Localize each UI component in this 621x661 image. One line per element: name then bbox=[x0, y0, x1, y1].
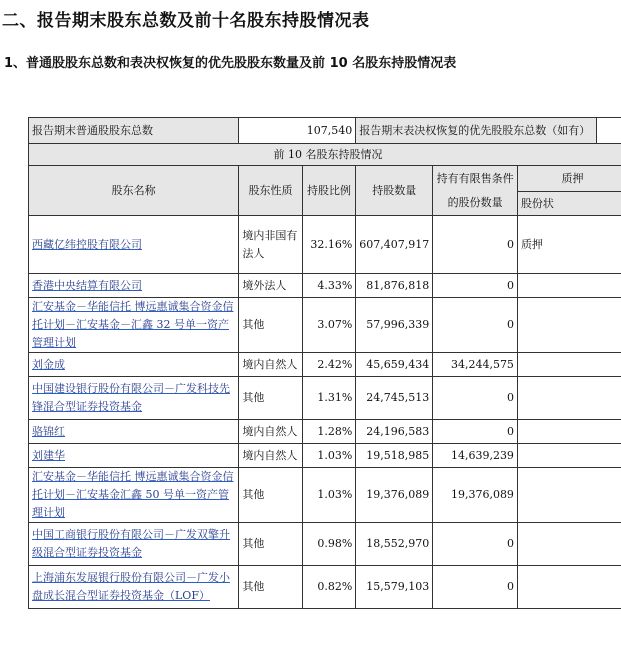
shareholder-name bbox=[29, 216, 239, 274]
shareholder-pledge-status bbox=[517, 523, 621, 566]
shareholder-table-container bbox=[28, 117, 621, 609]
shareholder-restricted bbox=[433, 216, 518, 274]
shareholder-nature bbox=[239, 353, 302, 377]
table-row bbox=[29, 298, 621, 353]
shareholder-ratio-text: 2.42% bbox=[317, 357, 353, 371]
shareholder-name-text: 汇安基金－华能信托 博远惠诚集合资金信托计划－汇安基金－汇鑫 32 号单一资产管理计划 bbox=[32, 300, 234, 349]
shareholder-ratio-text: 0.98% bbox=[317, 537, 353, 550]
preferred-holders-label: 报告期末表决权恢复的优先股股东总数（如有） bbox=[356, 118, 596, 144]
shareholder-name-text: 中国工商银行股份有限公司－广发双擎升级混合型证券投资基金 bbox=[32, 528, 230, 559]
shareholder-restricted-text: 0 bbox=[506, 537, 514, 550]
shareholder-ratio bbox=[302, 468, 355, 523]
shareholder-name-text: 刘建华 bbox=[32, 448, 65, 462]
shareholder-qty-text: 24,196,583 bbox=[366, 424, 430, 438]
shareholder-nature bbox=[239, 298, 302, 353]
shareholder-nature bbox=[239, 468, 302, 523]
table-row bbox=[29, 216, 621, 274]
preferred-holders-value bbox=[596, 118, 621, 144]
header-qty: 持股数量 bbox=[356, 166, 433, 216]
shareholder-name bbox=[29, 468, 239, 523]
shareholder-nature-text: 境内非国有法人 bbox=[242, 228, 298, 260]
shareholder-qty-text: 81,876,818 bbox=[366, 278, 430, 292]
shareholder-ratio bbox=[302, 377, 355, 420]
shareholder-ratio-text: 3.07% bbox=[317, 318, 353, 331]
shareholder-qty-text: 19,518,985 bbox=[366, 448, 430, 462]
shareholder-name-text: 西藏亿纬控股有限公司 bbox=[32, 237, 142, 251]
shareholder-restricted bbox=[433, 420, 518, 444]
shareholder-restricted bbox=[433, 353, 518, 377]
shareholder-name-text: 上海浦东发展银行股份有限公司－广发小盘成长混合型证券投资基金（LOF） bbox=[32, 571, 230, 602]
header-name: 股东名称 bbox=[29, 166, 239, 216]
shareholder-qty-text: 57,996,339 bbox=[366, 318, 430, 331]
shareholder-ratio-text: 1.28% bbox=[317, 424, 353, 438]
shareholder-qty bbox=[356, 298, 433, 353]
shareholder-pledge-status bbox=[517, 353, 621, 377]
shareholder-ratio-text: 4.33% bbox=[317, 278, 353, 292]
shareholder-qty bbox=[356, 468, 433, 523]
shareholder-nature-text: 其他 bbox=[242, 318, 265, 331]
shareholder-restricted-text: 0 bbox=[506, 237, 514, 251]
shareholder-nature bbox=[239, 420, 302, 444]
shareholder-restricted-text: 34,244,575 bbox=[450, 357, 514, 371]
shareholder-name bbox=[29, 298, 239, 353]
shareholder-qty-text: 19,376,089 bbox=[366, 488, 430, 501]
shareholder-table bbox=[28, 117, 621, 609]
shareholder-restricted bbox=[433, 377, 518, 420]
shareholder-restricted bbox=[433, 566, 518, 609]
shareholder-qty-text: 15,579,103 bbox=[366, 580, 430, 593]
table-row bbox=[29, 274, 621, 298]
header-pledge-status: 股份状 bbox=[517, 192, 621, 216]
shareholder-pledge-status-text: 质押 bbox=[520, 237, 543, 251]
shareholder-ratio bbox=[302, 216, 355, 274]
shareholder-nature bbox=[239, 216, 302, 274]
shareholder-ratio-text: 1.03% bbox=[317, 448, 353, 462]
shareholder-nature-text: 其他 bbox=[242, 537, 265, 550]
shareholder-name bbox=[29, 444, 239, 468]
shareholder-name bbox=[29, 353, 239, 377]
common-holders-label: 报告期末普通股股东总数 bbox=[29, 118, 239, 144]
shareholder-ratio bbox=[302, 274, 355, 298]
shareholder-restricted bbox=[433, 468, 518, 523]
shareholder-restricted-text: 0 bbox=[506, 424, 514, 438]
shareholder-qty-text: 607,407,917 bbox=[359, 237, 430, 251]
header-pledge: 质押 bbox=[517, 166, 621, 192]
shareholder-ratio bbox=[302, 420, 355, 444]
shareholder-name-text: 刘金成 bbox=[32, 357, 65, 371]
shareholder-pledge-status bbox=[517, 298, 621, 353]
table-row bbox=[29, 468, 621, 523]
shareholder-qty bbox=[356, 444, 433, 468]
shareholder-restricted-text: 0 bbox=[506, 318, 514, 331]
shareholder-qty bbox=[356, 420, 433, 444]
shareholder-name-text: 骆锦红 bbox=[32, 424, 65, 438]
shareholder-pledge-status bbox=[517, 274, 621, 298]
shareholder-qty bbox=[356, 566, 433, 609]
top10-title-row bbox=[29, 144, 621, 166]
shareholder-ratio-text: 1.03% bbox=[317, 488, 353, 501]
shareholder-nature-text: 其他 bbox=[242, 580, 265, 593]
shareholder-name-text: 香港中央结算有限公司 bbox=[32, 278, 142, 292]
shareholder-name bbox=[29, 523, 239, 566]
shareholder-nature-text: 其他 bbox=[242, 391, 265, 404]
shareholder-restricted-text: 0 bbox=[506, 580, 514, 593]
shareholder-qty bbox=[356, 216, 433, 274]
shareholder-name bbox=[29, 274, 239, 298]
table-row bbox=[29, 420, 621, 444]
shareholder-pledge-status bbox=[517, 444, 621, 468]
shareholder-nature bbox=[239, 523, 302, 566]
shareholder-restricted bbox=[433, 523, 518, 566]
shareholder-nature-text: 境外法人 bbox=[242, 278, 287, 292]
shareholder-name bbox=[29, 377, 239, 420]
shareholder-qty bbox=[356, 523, 433, 566]
shareholder-name bbox=[29, 420, 239, 444]
shareholder-name-text: 中国建设银行股份有限公司－广发科技先锋混合型证券投资基金 bbox=[32, 382, 230, 413]
top10-title: 前 10 名股东持股情况 bbox=[29, 144, 621, 166]
shareholder-restricted bbox=[433, 444, 518, 468]
shareholder-nature bbox=[239, 444, 302, 468]
shareholder-ratio bbox=[302, 566, 355, 609]
shareholder-nature bbox=[239, 274, 302, 298]
shareholder-name-text: 汇安基金－华能信托 博远惠诚集合资金信托计划－汇安基金汇鑫 50 号单一资产管理计划 bbox=[32, 470, 234, 519]
summary-row bbox=[29, 118, 621, 144]
shareholder-restricted bbox=[433, 298, 518, 353]
shareholder-restricted-text: 19,376,089 bbox=[450, 488, 514, 501]
shareholder-qty bbox=[356, 377, 433, 420]
subsection-heading: 1、普通股股东总数和表决权恢复的优先股股东数量及前 10 名股东持股情况表 bbox=[4, 56, 457, 71]
shareholder-ratio bbox=[302, 353, 355, 377]
common-holders-value: 107,540 bbox=[239, 118, 356, 144]
section-heading: 二、报告期末股东总数及前十名股东持股情况表 bbox=[2, 11, 370, 31]
header-ratio: 持股比例 bbox=[302, 166, 355, 216]
shareholder-pledge-status bbox=[517, 468, 621, 523]
shareholder-pledge-status bbox=[517, 420, 621, 444]
shareholder-qty-text: 24,745,513 bbox=[366, 391, 430, 404]
shareholder-restricted-text: 0 bbox=[506, 278, 514, 292]
shareholder-qty bbox=[356, 353, 433, 377]
shareholder-ratio-text: 1.31% bbox=[317, 391, 353, 404]
table-row bbox=[29, 523, 621, 566]
table-row bbox=[29, 444, 621, 468]
shareholder-name bbox=[29, 566, 239, 609]
shareholder-qty-text: 18,552,970 bbox=[366, 537, 430, 550]
shareholder-restricted-text: 14,639,239 bbox=[450, 448, 514, 462]
shareholder-nature-text: 境内自然人 bbox=[242, 448, 298, 462]
table-row bbox=[29, 353, 621, 377]
shareholder-restricted bbox=[433, 274, 518, 298]
shareholder-nature-text: 境内自然人 bbox=[242, 357, 298, 371]
table-row bbox=[29, 566, 621, 609]
shareholder-ratio bbox=[302, 298, 355, 353]
shareholder-ratio bbox=[302, 523, 355, 566]
shareholder-restricted-text: 0 bbox=[506, 391, 514, 404]
shareholder-ratio bbox=[302, 444, 355, 468]
shareholder-nature bbox=[239, 566, 302, 609]
shareholder-nature bbox=[239, 377, 302, 420]
header-row-1 bbox=[29, 166, 621, 192]
shareholder-ratio-text: 0.82% bbox=[317, 580, 353, 593]
shareholder-pledge-status bbox=[517, 566, 621, 609]
shareholder-ratio-text: 32.16% bbox=[310, 237, 353, 251]
shareholder-nature-text: 境内自然人 bbox=[242, 424, 298, 438]
table-row bbox=[29, 377, 621, 420]
shareholder-nature-text: 其他 bbox=[242, 488, 265, 501]
shareholder-qty bbox=[356, 274, 433, 298]
shareholder-pledge-status bbox=[517, 216, 621, 274]
shareholder-qty-text: 45,659,434 bbox=[366, 357, 430, 371]
shareholder-pledge-status bbox=[517, 377, 621, 420]
header-nature: 股东性质 bbox=[239, 166, 302, 216]
header-restricted: 持有有限售条件的股份数量 bbox=[433, 166, 518, 216]
